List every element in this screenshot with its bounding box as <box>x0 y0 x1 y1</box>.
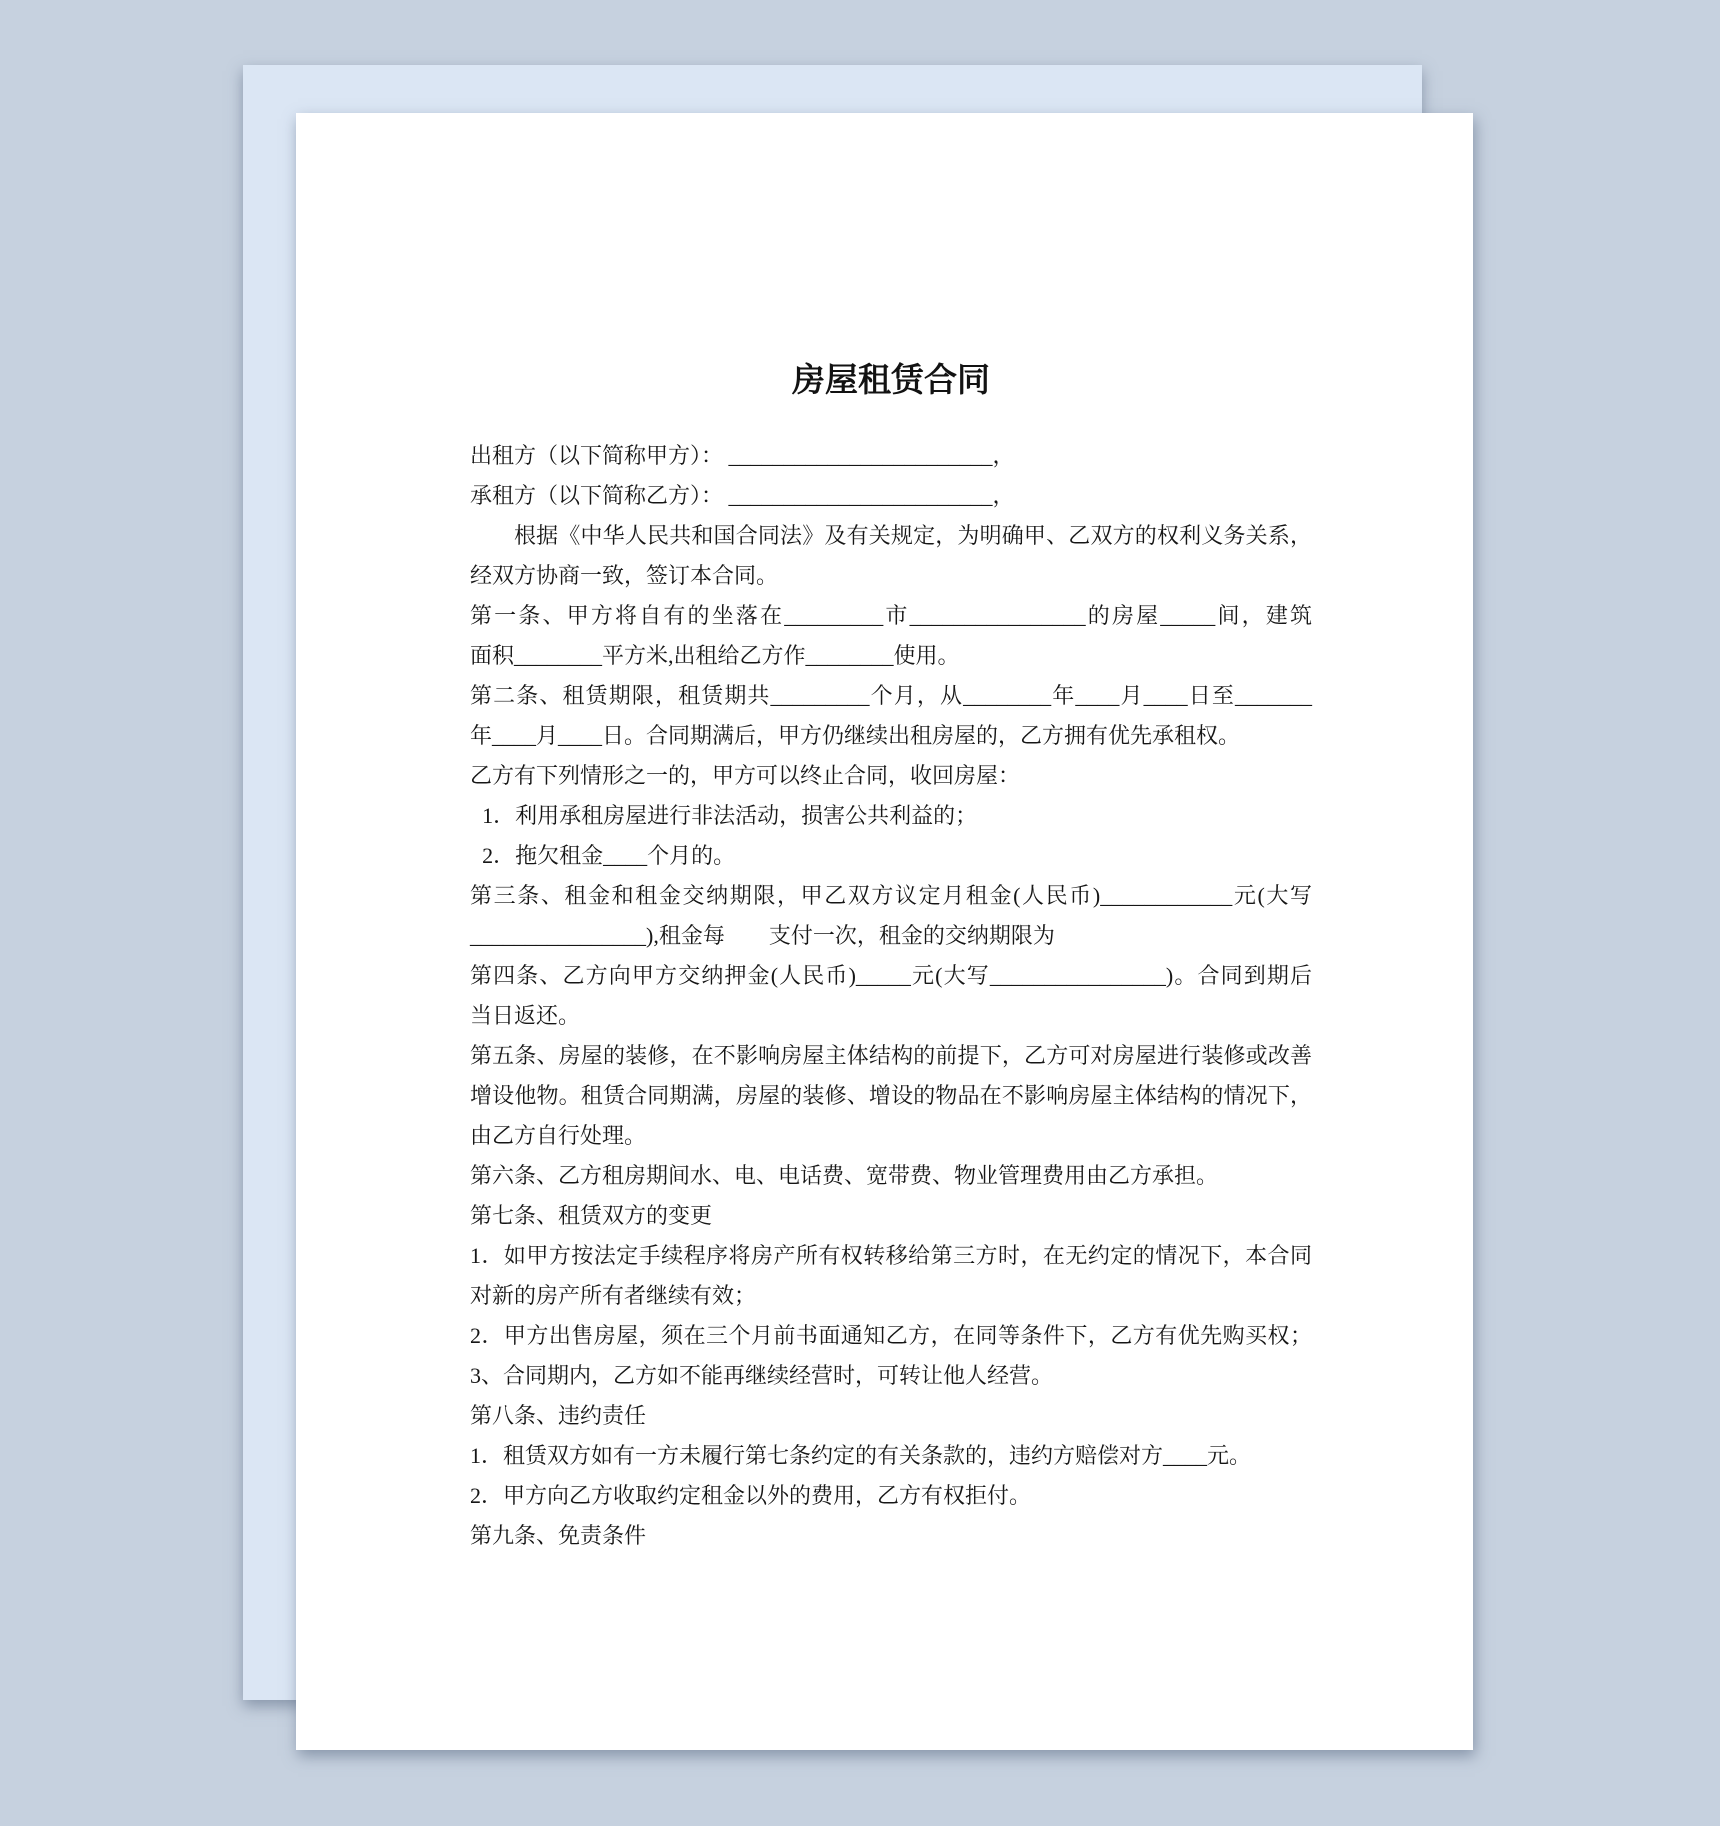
document-line: 第七条、租赁双方的变更 <box>470 1203 713 1228</box>
document-line: 由乙方自行处理。 <box>470 1123 647 1148</box>
document-line: 第三条、租金和租金交纳期限，甲乙双方议定月租金(人民币)____________元(大写 <box>470 883 1312 908</box>
document-line: 第一条、甲方将自有的坐落在_________市________________的房屋_____间，建筑 <box>470 603 1312 628</box>
document-line: 第六条、乙方租房期间水、电、电话费、宽带费、物业管理费用由乙方承担。 <box>470 1163 1219 1188</box>
document-line: 第二条、租赁期限，租赁期共_________个月，从________年____月____日至_______ <box>470 683 1312 708</box>
document-line: 2．甲方向乙方收取约定租金以外的费用，乙方有权拒付。 <box>470 1483 1032 1508</box>
document-line: 第九条、免责条件 <box>470 1523 647 1548</box>
document-line: 第八条、违约责任 <box>470 1403 647 1428</box>
document-body <box>470 436 1312 1556</box>
contract-page <box>296 113 1473 1750</box>
document-line: 经双方协商一致，签订本合同。 <box>470 563 779 588</box>
document-line: 第四条、乙方向甲方交纳押金(人民币)_____元(大写________________)。合同到期后 <box>470 963 1312 988</box>
document-line: 1．租赁双方如有一方未履行第七条约定的有关条款的，违约方赔偿对方____元。 <box>470 1443 1252 1468</box>
document-title: 房屋租赁合同 <box>792 361 990 398</box>
document-line: 1．利用承租房屋进行非法活动，损害公共利益的； <box>482 803 978 828</box>
page-content <box>470 358 1312 1556</box>
document-line: 第五条、房屋的装修，在不影响房屋主体结构的前提下，乙方可对房屋进行装修或改善 <box>470 1043 1312 1068</box>
document-line: ________________),租金每 支付一次，租金的交纳期限为 <box>470 923 1055 948</box>
document-line: 对新的房产所有者继续有效； <box>470 1283 757 1308</box>
document-line: 1．如甲方按法定手续程序将房产所有权转移给第三方时，在无约定的情况下，本合同 <box>470 1243 1312 1268</box>
document-line: 3、合同期内，乙方如不能再继续经营时，可转让他人经营。 <box>470 1363 1054 1388</box>
document-line: 增设他物。租赁合同期满，房屋的装修、增设的物品在不影响房屋主体结构的情况下， <box>470 1083 1312 1108</box>
document-line: 2．甲方出售房屋，须在三个月前书面通知乙方，在同等条件下，乙方有优先购买权； <box>470 1323 1312 1348</box>
document-line: 当日返还。 <box>470 1003 581 1028</box>
document-line: 面积________平方米,出租给乙方作________使用。 <box>470 643 960 668</box>
document-line: 出租方（以下简称甲方）： ________________________， <box>470 443 1015 468</box>
document-line: 年____月____日。合同期满后，甲方仍继续出租房屋的，乙方拥有优先承租权。 <box>470 723 1241 748</box>
document-line: 2．拖欠租金____个月的。 <box>482 843 736 868</box>
document-line: 乙方有下列情形之一的，甲方可以终止合同，收回房屋： <box>470 763 1021 788</box>
document-line: 根据《中华人民共和国合同法》及有关规定，为明确甲、乙双方的权利义务关系， <box>514 523 1312 548</box>
document-line: 承租方（以下简称乙方）： ________________________， <box>470 483 1015 508</box>
